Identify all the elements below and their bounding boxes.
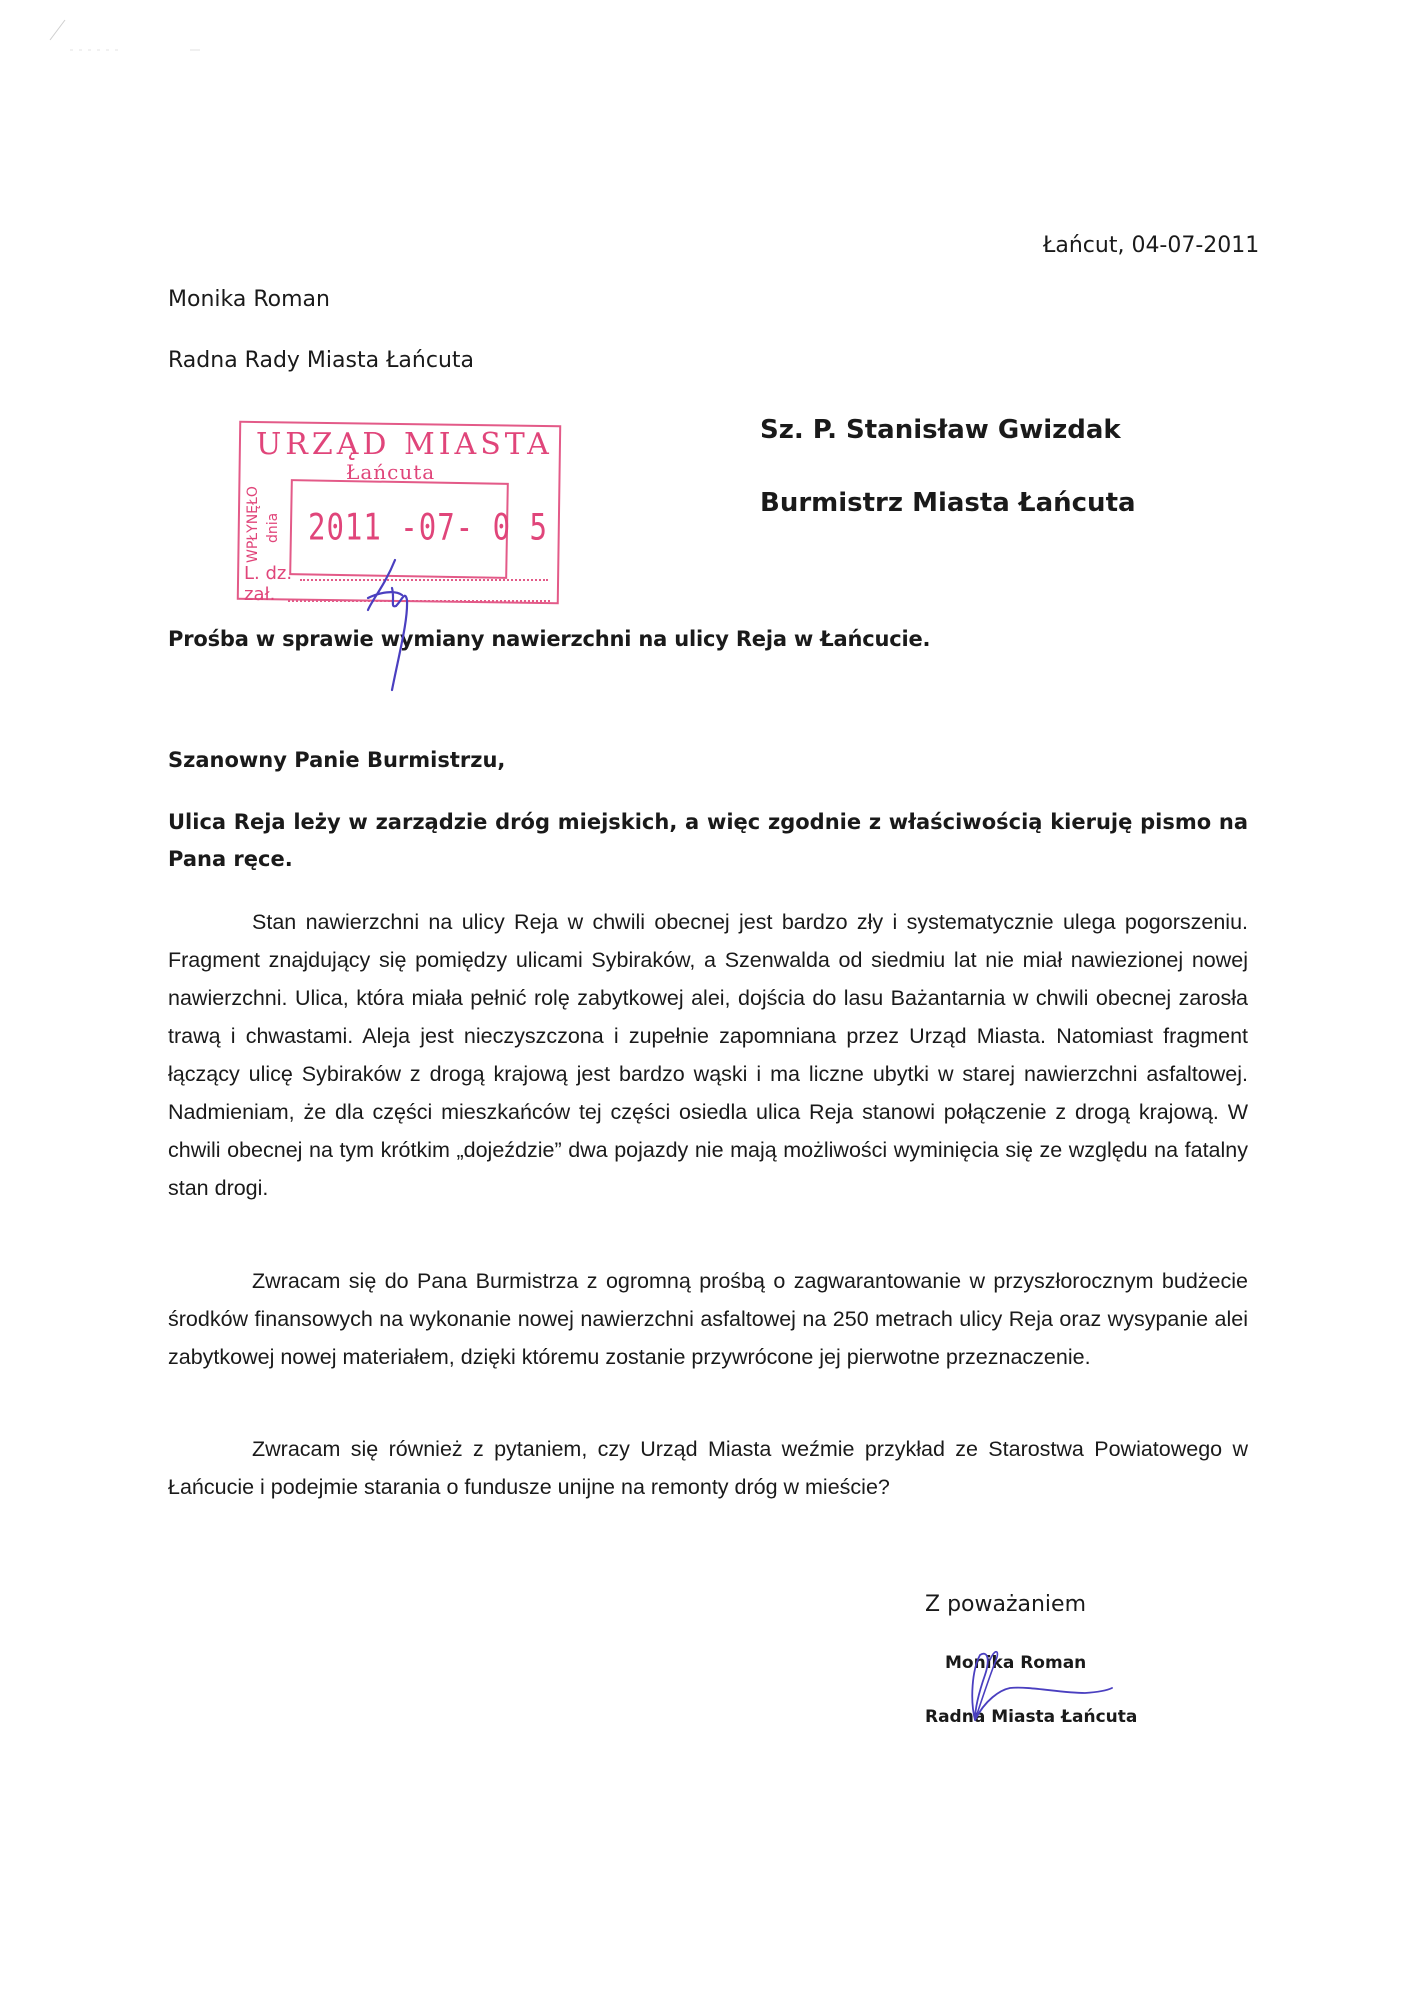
sender-name: Monika Roman xyxy=(168,287,330,312)
stamp-received-label: WPŁYNĘŁO xyxy=(245,486,261,563)
stamp-title: URZĄD MIASTA xyxy=(256,427,553,462)
body-paragraph: Stan nawierzchni na ulicy Reja w chwili obecnej jest bardzo zły i systematycznie ulega pogorszeniu. Fragment znajdujący się pomiędzy ulicami Sybiraków, a Szenwalda od siedmiu lat nie miał nawiezionej nowej nawierzchni. Ulica, która miała pełnić rolę zabytkowej alei, dojścia do lasu Bażantarnia w chwili obecnej zarosła trawą i chwastami. Aleja jest nieczyszczona i zupełnie zapomniana przez Urząd Miasta. Natomiast fragment łączący ulicę Sybiraków z drogą krajową jest bardzo wąski i ma liczne ubytki w starej nawierzchni asfaltowej. Nadmieniam, że dla części mieszkańców tej części osiedla ulica Reja stanowi połączenie z drogą krajową. W chwili obecnej na tym krótkim „dojeździe” dwa pojazdy nie mają możliwości wyminięcia się ze względu na fatalny stan drogi. xyxy=(168,910,1248,1200)
scan-artifact xyxy=(30,15,230,95)
closing: Z poważaniem xyxy=(925,1592,1087,1617)
signature-name: Monika Roman xyxy=(945,1653,1087,1673)
stamp-date: 2011 -07- 0 5 xyxy=(308,505,548,549)
body-paragraph: Zwracam się również z pytaniem, czy Urząd Miasta weźmie przykład ze Starostwa Powiatowego w Łańcucie i podejmie starania o fundusze unijne na remonty dróg w mieście? xyxy=(168,1437,1248,1499)
recipient-name: Sz. P. Stanisław Gwizdak xyxy=(760,415,1121,445)
recipient-title: Burmistrz Miasta Łańcuta xyxy=(760,488,1136,518)
stamp-ldz-label: L. dz. xyxy=(244,563,293,584)
stamp-zal-dots xyxy=(288,600,550,602)
stamp-day-label: dnia xyxy=(265,512,281,543)
stamp-ldz-dots xyxy=(300,579,548,581)
intro-paragraph: Ulica Reja leży w zarządzie dróg miejskich, a więc zgodnie z właściwością kieruję pismo na Pana ręce. xyxy=(168,810,1248,871)
letter-subject: Prośba w sprawie wymiany nawierzchni na ulicy Reja w Łańcucie. xyxy=(168,627,931,651)
stamp-zal-label: zał. xyxy=(244,584,276,605)
sender-role: Radna Rady Miasta Łańcuta xyxy=(168,348,475,373)
salutation: Szanowny Panie Burmistrzu, xyxy=(168,748,506,772)
received-stamp xyxy=(238,423,568,608)
body-paragraph: Zwracam się do Pana Burmistrza z ogromną prośbą o zagwarantowanie w przyszłorocznym budżecie środków finansowych na wykonanie nowej nawierzchni asfaltowej na 250 metrach ulicy Reja oraz wysypanie alei zabytkowej nowej materiałem, dzięki któremu zostanie przywrócone jej pierwotne przeznaczenie. xyxy=(168,1269,1248,1369)
stamp-city: Łańcuta xyxy=(346,460,436,484)
place-date: Łańcut, 04-07-2011 xyxy=(1043,233,1260,258)
signature-role: Radna Miasta Łańcuta xyxy=(925,1707,1138,1727)
